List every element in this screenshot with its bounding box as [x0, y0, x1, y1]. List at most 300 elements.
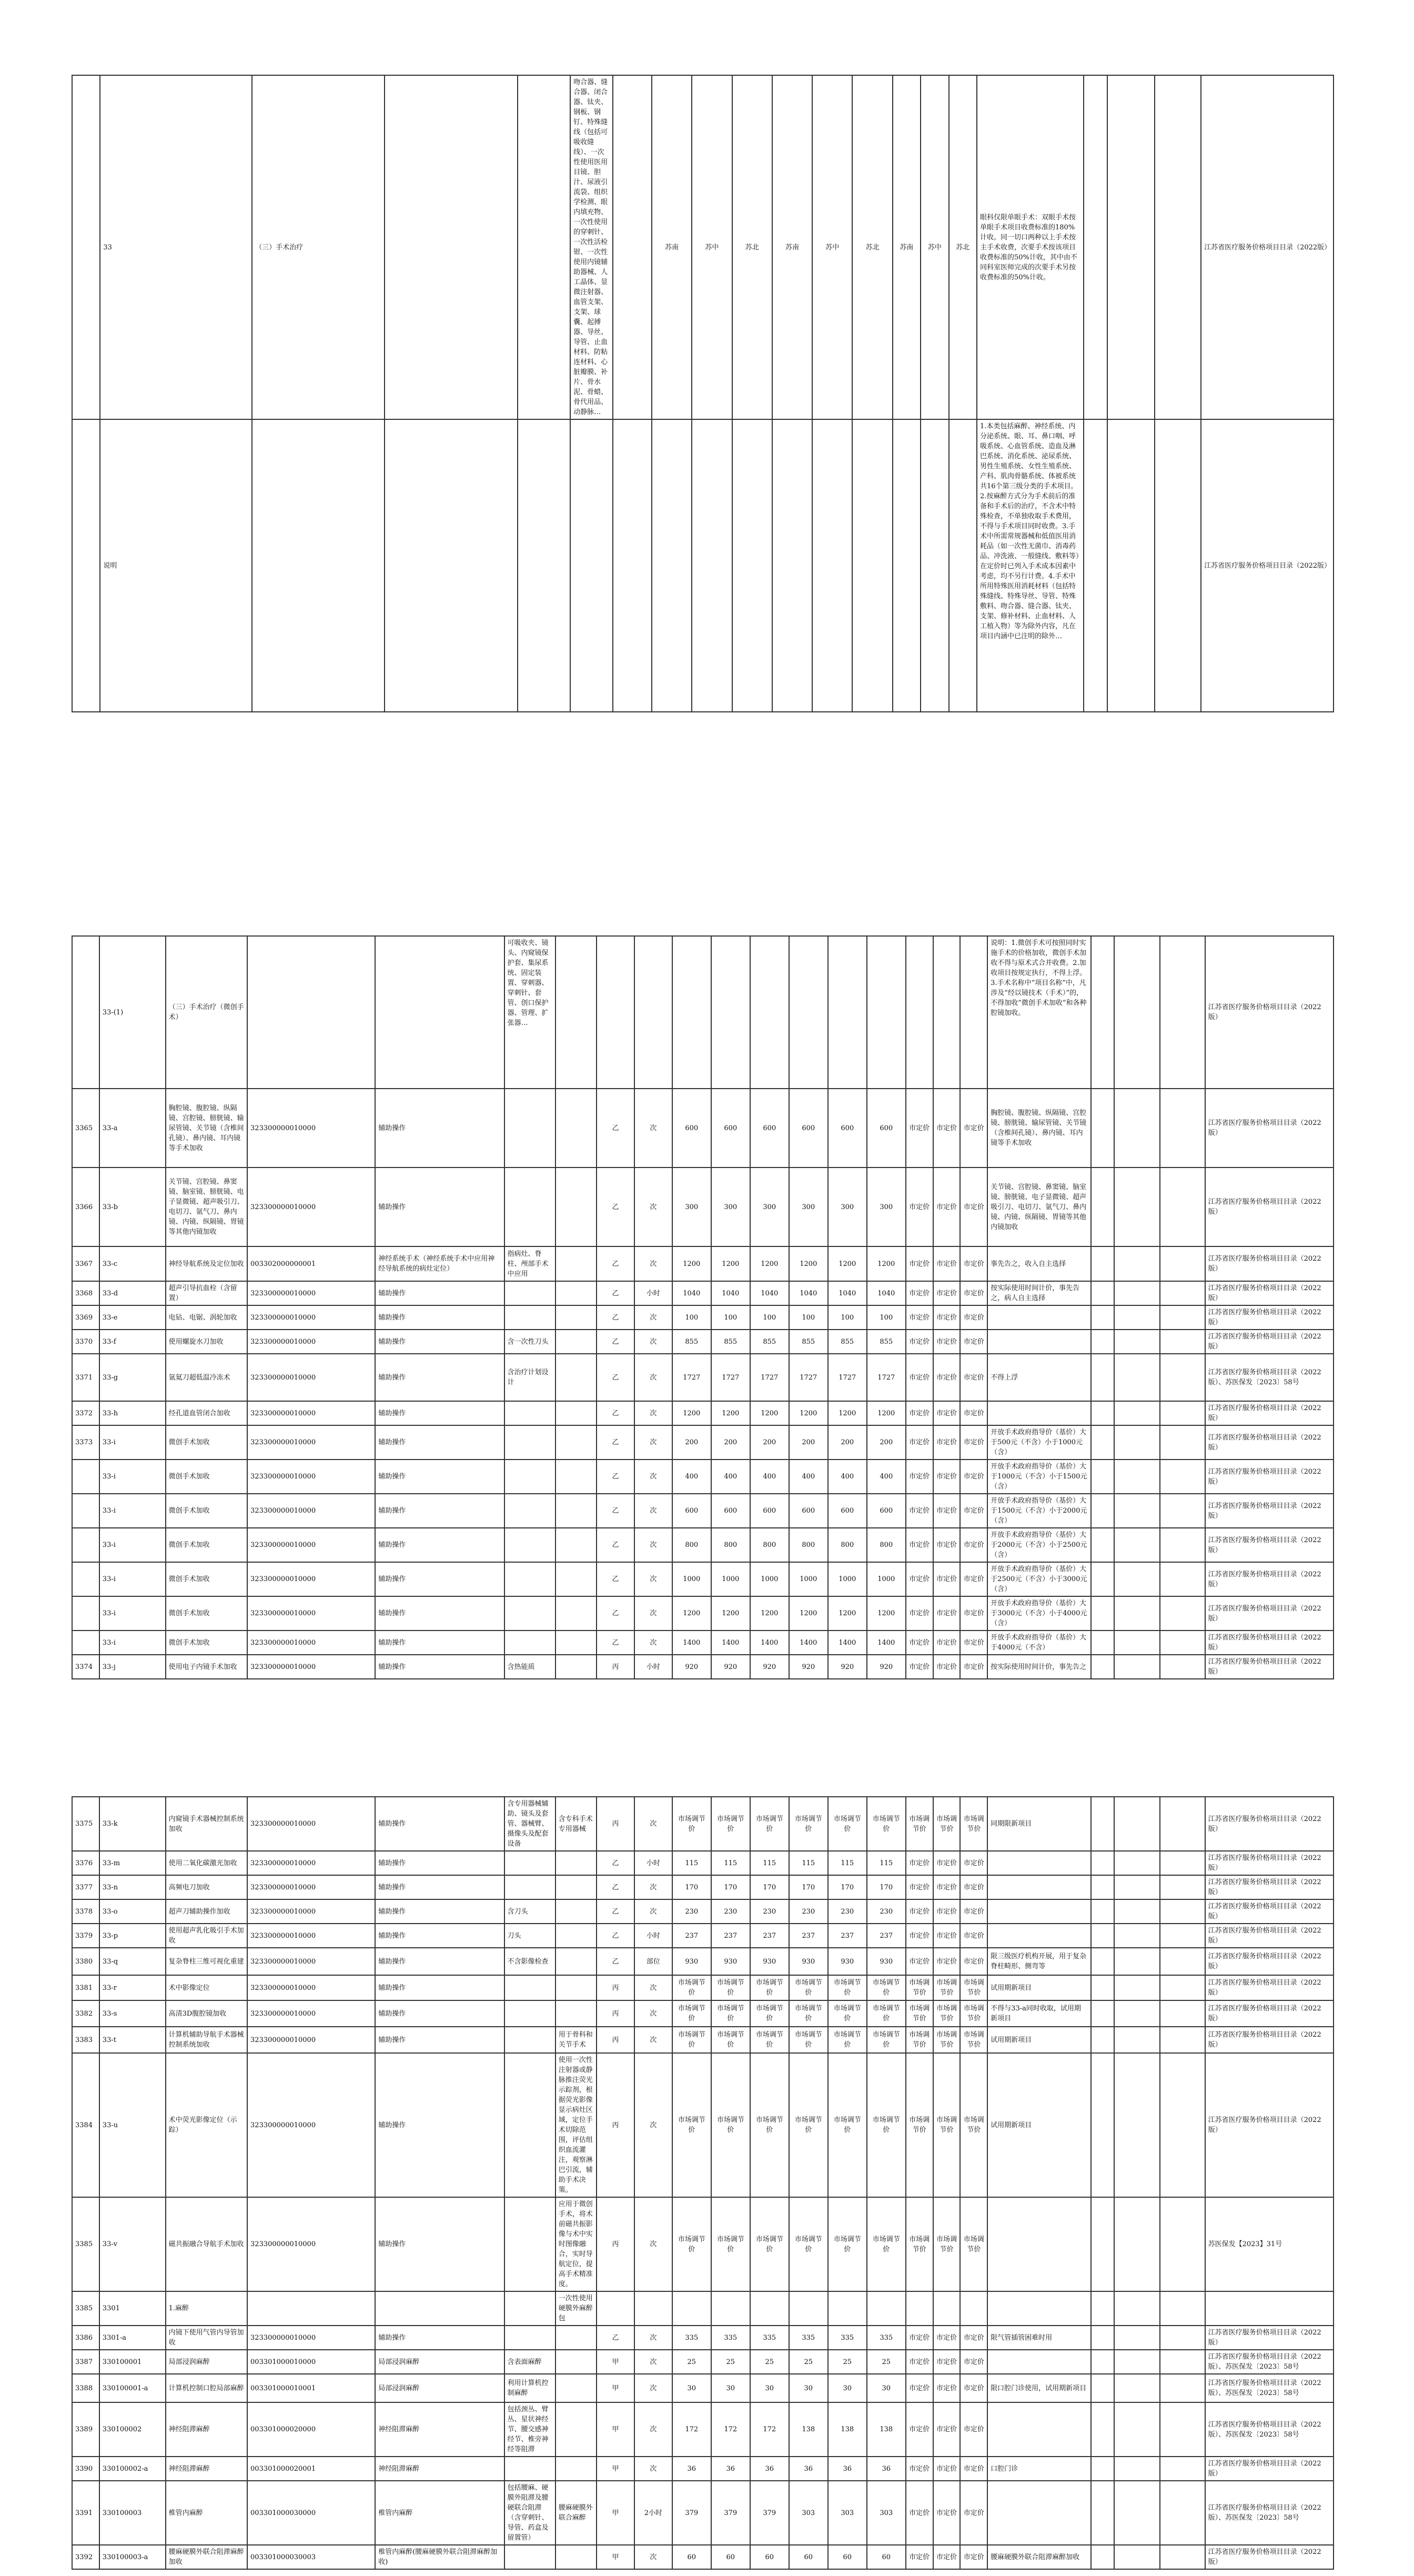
price-cell: 市场调节价 — [789, 2027, 828, 2053]
row-unit: 次 — [634, 1596, 672, 1631]
table-cell — [1091, 2000, 1114, 2027]
row-basis: 苏医保发【2023】31号 — [1205, 2197, 1334, 2291]
row-num: 33-s — [99, 2000, 166, 2027]
row-basis: 江苏省医疗服务价格项目目录（2022版） — [1205, 1631, 1334, 1655]
row-unit: 小时 — [634, 1655, 672, 1679]
row-seq: 3392 — [72, 2545, 99, 2569]
row-num: 33-g — [99, 1354, 166, 1401]
row-note: 关节镜、宫腔镜、鼻窦镜、脑室镜、膀胱镜、电子显微镜、超声吸引刀、电切刀、氩气刀、鼻内镜、内镜、纵隔镜、胃镜等其他内镜加收 — [987, 1168, 1091, 1246]
row-exclusions — [504, 2197, 556, 2291]
table-row — [72, 2350, 1334, 2374]
row-class: 丙 — [597, 2027, 634, 2053]
row-class: 乙 — [597, 1948, 634, 1975]
table-cell — [1114, 1528, 1160, 1562]
row-code: 323300000010000 — [247, 2326, 375, 2350]
row-name: 高频电刀加收 — [166, 1875, 247, 1899]
price-cell: 230 — [867, 1899, 906, 1924]
row-basis: 江苏省医疗服务价格项目目录（2022版） — [1205, 1596, 1334, 1631]
table-cell — [1160, 1948, 1205, 1975]
table-cell — [1160, 1899, 1205, 1924]
row-note: 眼科仅限单眼手术：双眼手术按单眼手术项目收费标准的180%计收。同一切口两种以上手术按主手术收费，次要手术按该项目收费标准的50%计收，其中由不同科室医师完成的次要手术另按收费标准的50%计收。 — [977, 75, 1084, 419]
row-unit: 小时 — [634, 1281, 672, 1305]
price-cell: 36 — [789, 2457, 828, 2481]
price-cell: 600 — [711, 1494, 750, 1528]
row-name: 微创手术加收 — [166, 1596, 247, 1631]
price-cell: 1200 — [867, 1401, 906, 1425]
price-cell: 855 — [750, 1330, 789, 1354]
row-description: 一次性使用硬膜外麻醉包 — [556, 2291, 597, 2326]
row-connotation: 辅助操作 — [375, 1528, 504, 1562]
table-row — [72, 1851, 1334, 1875]
pricing-type: 市定价 — [933, 2326, 961, 2350]
row-code: 323300000010000 — [247, 1875, 375, 1899]
table-cell — [1091, 2027, 1114, 2053]
row-description — [556, 1899, 597, 1924]
row-note — [987, 2350, 1091, 2374]
row-note: 按实际使用时间计价，事先告之 — [987, 1655, 1091, 1679]
row-num: 33-i — [99, 1528, 166, 1562]
row-code: 323300000010000 — [247, 1460, 375, 1494]
price-cell: 930 — [789, 1948, 828, 1975]
table-cell — [556, 1494, 597, 1528]
table-row — [72, 1596, 1334, 1631]
pricing-type: 市定价 — [906, 1305, 933, 1330]
row-num: 3301-a — [99, 2326, 166, 2350]
row-basis: 江苏省医疗服务价格项目目录（2022版）、苏医保发〔2023〕58号 — [1205, 2374, 1334, 2402]
row-basis: 江苏省医疗服务价格项目目录（2022版） — [1205, 1425, 1334, 1460]
pricing-type: 市场调节价 — [906, 1975, 933, 2000]
table-cell — [1091, 2402, 1114, 2457]
price-cell: 1727 — [789, 1354, 828, 1401]
table-cell — [1160, 1168, 1205, 1246]
price-cell: 1200 — [750, 1596, 789, 1631]
row-note — [987, 1305, 1091, 1330]
row-exclusions — [504, 1528, 556, 1562]
row-exclusions — [504, 1281, 556, 1305]
row-name: 超声引导抗血栓（含留置） — [166, 1281, 247, 1305]
row-unit: 次 — [634, 1631, 672, 1655]
row-note — [987, 1899, 1091, 1924]
pricing-type: 市定价 — [960, 1305, 987, 1330]
row-class: 乙 — [597, 2326, 634, 2350]
price-cell: 市场调节价 — [672, 1975, 711, 2000]
price-cell: 市场调节价 — [828, 2053, 867, 2197]
price-cell: 1000 — [828, 1562, 867, 1596]
price-cell: 400 — [711, 1460, 750, 1494]
table-cell — [1114, 1246, 1160, 1281]
table-cell — [1160, 1460, 1205, 1494]
price-cell: 1040 — [828, 1281, 867, 1305]
row-name: 微创手术加收 — [166, 1494, 247, 1528]
pricing-type: 市定价 — [906, 1948, 933, 1975]
row-class: 乙 — [597, 1354, 634, 1401]
row-code: 003301000020000 — [247, 2402, 375, 2457]
row-num: 33-a — [99, 1089, 166, 1168]
table-cell — [556, 1354, 597, 1401]
price-cell: 25 — [750, 2350, 789, 2374]
row-note: 试用期新项目 — [987, 1975, 1091, 2000]
pricing-type: 市定价 — [933, 1281, 961, 1305]
row-connotation: 辅助操作 — [375, 2326, 504, 2350]
row-num: 33-i — [99, 1460, 166, 1494]
table-cell — [1091, 1899, 1114, 1924]
row-note: 胸腔镜、腹腔镜、纵隔镜、宫腔镜、膀胱镜、输尿管镜、关节镜（含椎间孔镜）、鼻内镜、耳内镜等手术加收 — [987, 1089, 1091, 1168]
row-class: 甲 — [597, 2481, 634, 2545]
pricing-type: 市定价 — [960, 2350, 987, 2374]
pricing-type — [933, 2291, 961, 2326]
row-code: 323300000010000 — [247, 1494, 375, 1528]
pricing-type: 市定价 — [933, 1596, 961, 1631]
pricing-type: 市定价 — [960, 2545, 987, 2569]
price-cell: 1200 — [867, 1596, 906, 1631]
price-cell: 市场调节价 — [789, 1975, 828, 2000]
price-cell: 303 — [789, 2481, 828, 2545]
price-cell: 25 — [672, 2350, 711, 2374]
table-cell — [1091, 1425, 1114, 1460]
row-note — [987, 1330, 1091, 1354]
row-unit: 次 — [634, 1460, 672, 1494]
pricing-type: 市场调节价 — [906, 2027, 933, 2053]
price-cell: 800 — [867, 1528, 906, 1562]
row-unit: 次 — [634, 2374, 672, 2402]
row-connotation: 神经阻滞麻醉 — [375, 2402, 504, 2457]
table-cell — [1160, 1655, 1205, 1679]
row-description: 腰麻硬膜外联合麻醉 — [556, 2481, 597, 2545]
pricing-type: 市定价 — [960, 1655, 987, 1679]
price-table-page-3 — [72, 1796, 1334, 2570]
price-cell: 200 — [867, 1425, 906, 1460]
row-unit: 次 — [634, 2027, 672, 2053]
row-description: 应用于微创手术，将术前磁共振影像与术中实时图像融合，实时导航定位，提高手术精准度。 — [556, 2197, 597, 2291]
row-unit: 次 — [634, 1354, 672, 1401]
row-num: 33-u — [99, 2053, 166, 2197]
price-cell: 1200 — [789, 1401, 828, 1425]
table-cell — [1114, 2053, 1160, 2197]
price-cell: 600 — [828, 1089, 867, 1168]
pricing-type: 市定价 — [906, 2457, 933, 2481]
pricing-type: 市定价 — [933, 2350, 961, 2374]
pricing-type: 市定价 — [960, 1168, 987, 1246]
row-basis: 江苏省医疗服务价格项目目录（2022版） — [1205, 1401, 1334, 1425]
price-cell: 379 — [672, 2481, 711, 2545]
row-name: 使用螺旋水刀加收 — [166, 1330, 247, 1354]
row-note: 1.本类包括麻醉、神经系统、内分泌系统、眼、耳、鼻口咽、呼吸系统、心血管系统、造血及淋巴系统、消化系统、泌尿系统、男性生殖系统、女性生殖系统、产科、肌肉骨骼系统、体被系统共16个第三级分类的手术项目。2.按麻醉方式分为手术前后的准备和手术后的治疗，不含术中特殊检查，不单独收取手术费用，不得与手术项目同时收费。3.手术中所需常规器械和低值医用消耗品（如一次性无菌巾、消毒药品、冲洗液、一般缝线、敷料等）在定价时已列入手术成本因素中考虑，均不另行计费。4.手术中所用特殊医用消耗材料（包括特殊缝线、特殊导丝、导管、特殊敷料、吻合器、缝合器、钛夹、支架、修补材料、止血材料、人工植入物）等为除外内容，凡在项目内涵中已注明的除外… — [977, 419, 1084, 712]
row-note: 开放手术政府指导价（基价）大于1500元（不含）小于2000元（含） — [987, 1494, 1091, 1528]
price-cell: 300 — [867, 1168, 906, 1246]
price-cell: 1400 — [789, 1631, 828, 1655]
pricing-type: 市定价 — [906, 1460, 933, 1494]
row-class: 甲 — [597, 2457, 634, 2481]
pricing-type: 市定价 — [960, 1948, 987, 1975]
row-num: 33-o — [99, 1899, 166, 1924]
pricing-type: 市定价 — [933, 1401, 961, 1425]
row-note: 开放手术政府指导价（基价）大于2500元（不含）小于3000元（含） — [987, 1562, 1091, 1596]
table-cell — [1091, 1089, 1114, 1168]
pricing-type: 市定价 — [906, 1494, 933, 1528]
table-row — [72, 1875, 1334, 1899]
row-name: 电钻、电锯、涡轮加收 — [166, 1305, 247, 1330]
pricing-type: 市定价 — [960, 1528, 987, 1562]
row-connotation: 神经系统手术（神经系统手术中应用神经导航系统的病灶定位） — [375, 1246, 504, 1281]
row-seq: 3377 — [72, 1875, 99, 1899]
price-cell: 100 — [789, 1305, 828, 1330]
row-connotation: 椎管内麻醉 — [375, 2481, 504, 2545]
table-cell — [556, 1246, 597, 1281]
price-cell: 1200 — [672, 1596, 711, 1631]
price-cell: 600 — [828, 1494, 867, 1528]
row-seq — [72, 1494, 99, 1528]
row-class: 丙 — [597, 2197, 634, 2291]
row-class: 乙 — [597, 1631, 634, 1655]
row-connotation: 神经阻滞麻醉 — [375, 2457, 504, 2481]
price-cell: 1727 — [750, 1354, 789, 1401]
row-num: 33-i — [99, 1562, 166, 1596]
table-cell — [1160, 2291, 1205, 2326]
row-code: 323300000010000 — [247, 1089, 375, 1168]
row-num: 3301 — [99, 2291, 166, 2326]
price-cell: 市场调节价 — [867, 2053, 906, 2197]
row-class: 乙 — [597, 1851, 634, 1875]
row-basis: 江苏省医疗服务价格项目目录（2022版） — [1205, 1975, 1334, 2000]
row-exclusions: 含热能质 — [504, 1655, 556, 1679]
pricing-type: 市定价 — [960, 1281, 987, 1305]
table-cell — [1160, 1281, 1205, 1305]
price-cell: 600 — [750, 1089, 789, 1168]
row-code: 323300000010000 — [247, 2000, 375, 2027]
pricing-type: 市定价 — [960, 2457, 987, 2481]
row-exclusions — [504, 2027, 556, 2053]
row-num: 33-e — [99, 1305, 166, 1330]
row-connotation: 辅助操作 — [375, 1089, 504, 1168]
price-cell: 100 — [750, 1305, 789, 1330]
price-cell: 800 — [672, 1528, 711, 1562]
row-connotation: 辅助操作 — [375, 1460, 504, 1494]
table-cell — [1160, 2350, 1205, 2374]
pricing-type: 市定价 — [906, 2545, 933, 2569]
table-cell — [1160, 1875, 1205, 1899]
pricing-type: 市定价 — [906, 1354, 933, 1401]
row-code: 323300000010000 — [247, 2197, 375, 2291]
price-cell: 36 — [711, 2457, 750, 2481]
pricing-type: 市定价 — [906, 2374, 933, 2402]
row-unit: 小时 — [634, 1851, 672, 1875]
row-code: 323300000010000 — [247, 1354, 375, 1401]
price-cell: 600 — [672, 1494, 711, 1528]
row-class — [597, 2291, 634, 2326]
pricing-type: 市定价 — [933, 1655, 961, 1679]
table-cell — [1091, 1305, 1114, 1330]
row-name: 经孔道血管闭合加收 — [166, 1401, 247, 1425]
row-description — [556, 2545, 597, 2569]
table-row — [72, 1168, 1334, 1246]
pricing-type: 市定价 — [960, 2402, 987, 2457]
row-unit: 次 — [634, 1975, 672, 2000]
row-unit: 小时 — [634, 1924, 672, 1948]
price-cell: 36 — [750, 2457, 789, 2481]
row-seq: 3366 — [72, 1168, 99, 1246]
price-cell: 1200 — [750, 1246, 789, 1281]
pricing-type: 市定价 — [933, 1460, 961, 1494]
table-cell — [1160, 2545, 1205, 2569]
table-cell — [556, 1528, 597, 1562]
row-name: 计算机辅助导航手术器械控制系统加收 — [166, 2027, 247, 2053]
price-cell: 25 — [867, 2350, 906, 2374]
table-row — [72, 2374, 1334, 2402]
price-cell: 30 — [711, 2374, 750, 2402]
row-connotation: 辅助操作 — [375, 1596, 504, 1631]
row-basis: 江苏省医疗服务价格项目目录（2022版） — [1205, 1168, 1334, 1246]
table-row — [72, 2326, 1334, 2350]
row-class: 丙 — [597, 2000, 634, 2027]
row-unit: 次 — [634, 1562, 672, 1596]
table-row — [72, 1401, 1334, 1425]
price-cell: 170 — [750, 1875, 789, 1899]
row-connotation: 辅助操作 — [375, 1655, 504, 1679]
table-cell — [1114, 1797, 1160, 1851]
row-unit: 次 — [634, 1797, 672, 1851]
row-name: 氩氦刀超低温冷冻术 — [166, 1354, 247, 1401]
pricing-type: 市定价 — [933, 1494, 961, 1528]
table-cell — [1114, 1425, 1160, 1460]
row-num: 330100003-a — [99, 2545, 166, 2569]
row-note: 腰麻硬膜外联合阻滞麻醉加收 — [987, 2545, 1091, 2569]
row-connotation: 辅助操作 — [375, 1305, 504, 1330]
row-exclusions: 利用计算机控制麻醉 — [504, 2374, 556, 2402]
price-cell: 市场调节价 — [750, 2197, 789, 2291]
table-row — [72, 2291, 1334, 2326]
row-name: 术中荧光影像定位（示踪） — [166, 2053, 247, 2197]
row-code: 323300000010000 — [247, 1851, 375, 1875]
table-cell — [1160, 2053, 1205, 2197]
row-connotation: 辅助操作 — [375, 1425, 504, 1460]
row-description — [556, 1975, 597, 2000]
price-cell: 市场调节价 — [867, 2000, 906, 2027]
price-cell: 36 — [672, 2457, 711, 2481]
table-row — [72, 2402, 1334, 2457]
table-cell — [1114, 2457, 1160, 2481]
row-exclusions: 不含影像检查 — [504, 1948, 556, 1975]
row-connotation: 辅助操作 — [375, 2197, 504, 2291]
price-cell: 1200 — [789, 1246, 828, 1281]
pricing-type: 市定价 — [906, 1562, 933, 1596]
row-basis: 江苏省医疗服务价格项目目录（2022版） — [1205, 2000, 1334, 2027]
row-seq: 3380 — [72, 1948, 99, 1975]
row-code: 323300000010000 — [247, 1631, 375, 1655]
price-cell: 1200 — [828, 1401, 867, 1425]
pricing-type: 市定价 — [933, 1330, 961, 1354]
row-class: 乙 — [597, 1246, 634, 1281]
row-basis: 江苏省医疗服务价格项目目录（2022版） — [1205, 1330, 1334, 1354]
row-exclusions — [504, 1596, 556, 1631]
pricing-type: 市场调节价 — [933, 2053, 961, 2197]
table-row — [72, 1354, 1334, 1401]
price-cell: 200 — [750, 1425, 789, 1460]
table-row — [72, 1975, 1334, 2000]
row-name: 神经导航系统及定位加收 — [166, 1246, 247, 1281]
price-cell: 200 — [828, 1425, 867, 1460]
price-cell: 172 — [711, 2402, 750, 2457]
row-description: 用于骨科和关节手术 — [556, 2027, 597, 2053]
pricing-type: 市定价 — [906, 1281, 933, 1305]
price-cell: 60 — [750, 2545, 789, 2569]
price-cell: 1000 — [867, 1562, 906, 1596]
row-unit: 次 — [634, 1168, 672, 1246]
row-seq: 3383 — [72, 2027, 99, 2053]
row-name: 椎管内麻醉 — [166, 2481, 247, 2545]
row-code: 323300000010000 — [247, 1975, 375, 2000]
table-cell — [1114, 1494, 1160, 1528]
row-connotation: 辅助操作 — [375, 1899, 504, 1924]
row-exclusions — [504, 1562, 556, 1596]
row-basis: 江苏省医疗服务价格项目目录（2022版） — [1205, 1899, 1334, 1924]
row-exclusions — [504, 1401, 556, 1425]
price-cell: 1727 — [711, 1354, 750, 1401]
price-cell: 1000 — [711, 1562, 750, 1596]
row-connotation: 局部浸润麻醉 — [375, 2350, 504, 2374]
pricing-type: 市场调节价 — [960, 2027, 987, 2053]
pricing-type: 市定价 — [960, 1851, 987, 1875]
table-cell — [1114, 1401, 1160, 1425]
table-cell — [1091, 1246, 1114, 1281]
pricing-type: 市定价 — [960, 1401, 987, 1425]
table-cell — [1114, 1168, 1160, 1246]
price-cell: 335 — [711, 2326, 750, 2350]
price-cell: 800 — [711, 1528, 750, 1562]
pricing-type: 市定价 — [960, 1354, 987, 1401]
pricing-type: 市定价 — [933, 1528, 961, 1562]
price-cell: 855 — [867, 1330, 906, 1354]
row-class: 乙 — [597, 1168, 634, 1246]
table-cell — [556, 1401, 597, 1425]
table-row — [72, 1246, 1334, 1281]
table-cell — [1091, 2457, 1114, 2481]
price-cell: 115 — [750, 1851, 789, 1875]
row-unit: 次 — [634, 2350, 672, 2374]
table-cell — [1091, 1281, 1114, 1305]
row-basis: 江苏省医疗服务价格项目目录（2022版）、苏医保发〔2023〕58号 — [1205, 2481, 1334, 2545]
row-unit: 次 — [634, 2197, 672, 2291]
pricing-type: 市定价 — [933, 1899, 961, 1924]
price-cell: 400 — [867, 1460, 906, 1494]
table-cell — [556, 1460, 597, 1494]
row-name: 术中影像定位 — [166, 1975, 247, 2000]
row-exclusions: 含刀头 — [504, 1899, 556, 1924]
table-row — [72, 1797, 1334, 1851]
table-cell — [556, 1425, 597, 1460]
pricing-type: 市场调节价 — [906, 2197, 933, 2291]
row-description — [556, 2000, 597, 2027]
price-cell: 60 — [789, 2545, 828, 2569]
price-cell: 170 — [711, 1875, 750, 1899]
pricing-type — [906, 2291, 933, 2326]
price-cell: 1040 — [867, 1281, 906, 1305]
price-cell: 855 — [672, 1330, 711, 1354]
price-cell: 36 — [828, 2457, 867, 2481]
row-note — [987, 1401, 1091, 1425]
row-basis — [1205, 2291, 1334, 2326]
table-cell — [1114, 2402, 1160, 2457]
table-row — [72, 2000, 1334, 2027]
row-exclusions — [504, 2545, 556, 2569]
row-seq — [72, 1460, 99, 1494]
price-cell: 600 — [867, 1494, 906, 1528]
table-cell — [1114, 1899, 1160, 1924]
row-name: 微创手术加收 — [166, 1460, 247, 1494]
row-num: 33-i — [99, 1596, 166, 1631]
row-exclusions — [504, 2291, 556, 2326]
table-cell — [1091, 1975, 1114, 2000]
row-code: 323300000010000 — [247, 1401, 375, 1425]
